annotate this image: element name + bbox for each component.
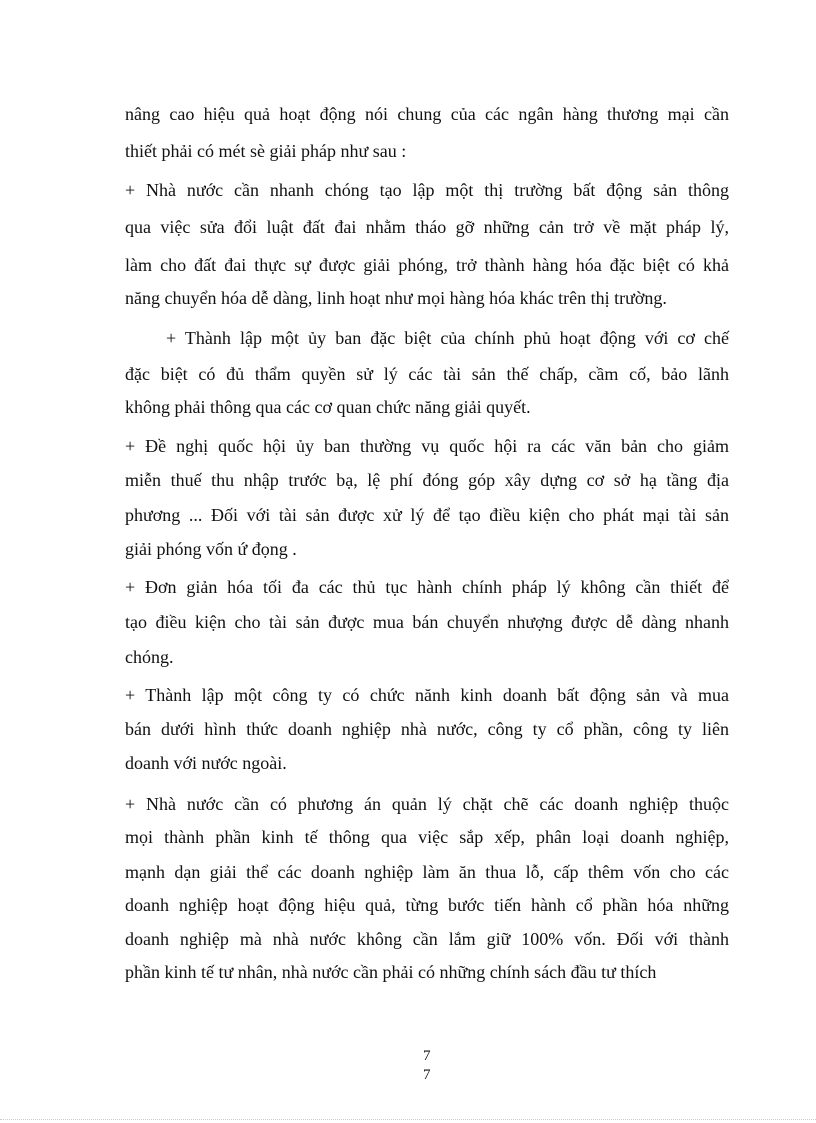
text-line: mọi thành phần kinh tế thông qua việc sắp xếp, phân loại doanh nghiệp, [125, 827, 729, 847]
text-line: doanh với nước ngoài. [125, 753, 287, 773]
text-line: đặc biệt có đủ thẩm quyền sử lý các tài sản thế chấp, cầm cố, bảo lãnh [125, 364, 729, 384]
text-line: thiết phải có mét sè giải pháp như sau : [125, 141, 407, 161]
text-line: chóng. [125, 647, 174, 667]
text-line: + Thành lập một công ty có chức nănh kinh doanh bất động sản và mua [125, 685, 729, 705]
text-line: + Thành lập một ủy ban đặc biệt của chính phủ hoạt động với cơ chế [166, 328, 729, 348]
text-line: + Nhà nước cần nhanh chóng tạo lập một thị trường bất động sản thông [125, 180, 729, 200]
text-line: qua việc sửa đổi luật đất đai nhằm tháo gỡ những cản trở về mặt pháp lý, [125, 217, 729, 237]
text-line: không phải thông qua các cơ quan chức năng giải quyết. [125, 397, 531, 417]
text-line: nâng cao hiệu quả hoạt động nói chung của các ngân hàng thương mại cần [125, 104, 729, 124]
text-line: + Đề nghị quốc hội ủy ban thường vụ quốc hội ra các văn bản cho giảm [125, 436, 729, 456]
text-line: bán dưới hình thức doanh nghiệp nhà nước, công ty cổ phần, công ty liên [125, 719, 729, 739]
text-line: giải phóng vốn ứ đọng . [125, 539, 297, 559]
text-line: + Đơn giản hóa tối đa các thủ tục hành chính pháp lý không cần thiết để [125, 577, 729, 597]
text-line: miễn thuế thu nhập trước bạ, lệ phí đóng góp xây dựng cơ sở hạ tầng địa [125, 470, 729, 490]
text-line: + Nhà nước cần có phương án quản lý chặt chẽ các doanh nghiệp thuộc [125, 794, 729, 814]
text-line: mạnh dạn giải thể các doanh nghiệp làm ăn thua lỗ, cấp thêm vốn cho các [125, 862, 729, 882]
text-line: phương ... Đối với tài sản được xử lý để tạo điều kiện cho phát mại tài sản [125, 505, 729, 525]
page-bottom-divider [0, 1119, 816, 1120]
text-line: năng chuyển hóa dễ dàng, linh hoạt như mọi hàng hóa khác trên thị trường. [125, 288, 667, 308]
page-number: 7 [423, 1048, 431, 1064]
text-line: tạo điều kiện cho tài sản được mua bán chuyển nhượng được dễ dàng nhanh [125, 612, 729, 632]
text-line: làm cho đất đai thực sự được giải phóng, trở thành hàng hóa đặc biệt có khả [125, 255, 729, 275]
page-number: 7 [423, 1067, 431, 1083]
text-line: doanh nghiệp mà nhà nước không cần lắm giữ 100% vốn. Đối với thành [125, 929, 729, 949]
text-line: phần kinh tế tư nhân, nhà nước cần phải có những chính sách đầu tư thích [125, 962, 657, 982]
text-line: doanh nghiệp hoạt động hiệu quả, từng bước tiến hành cổ phần hóa những [125, 895, 729, 915]
